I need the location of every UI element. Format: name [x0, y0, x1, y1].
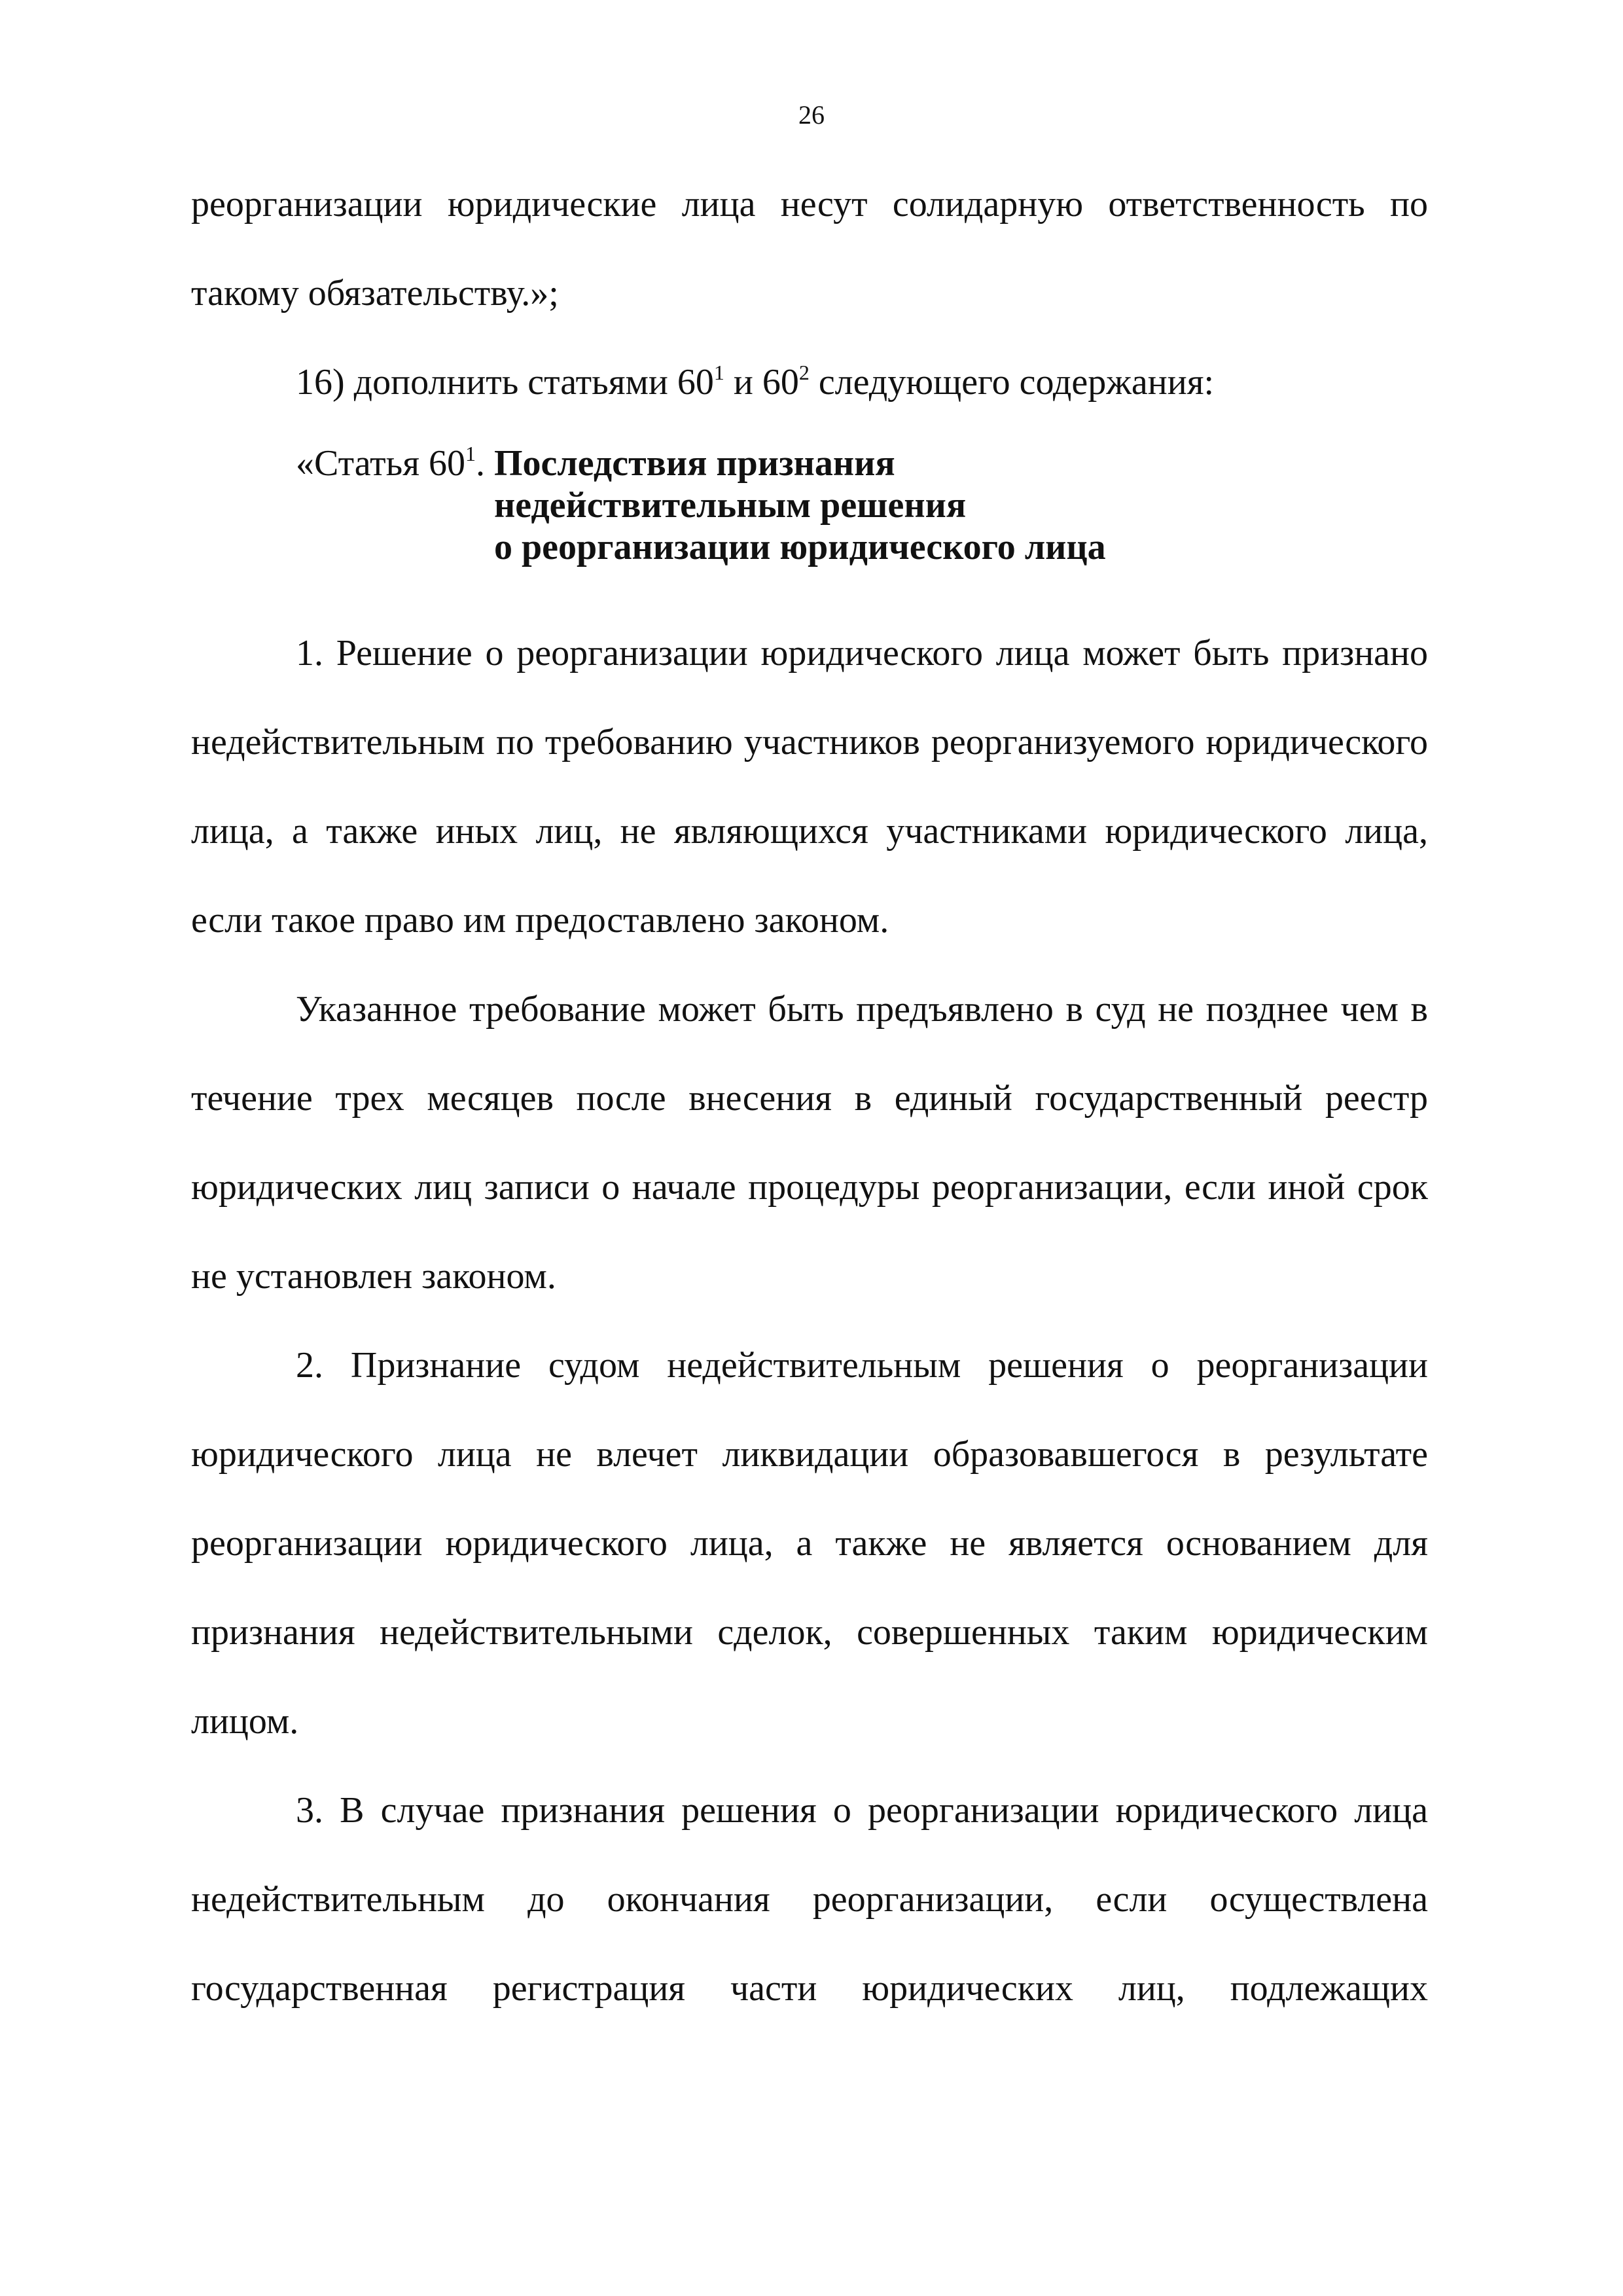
article-title-line-2: недействительным решения	[493, 485, 967, 526]
page-number: 26	[798, 100, 825, 130]
paragraph-3: 2. Признание судом недействительным решения о реорганизации юридического лица не влечет ликвидации образовавшегося в результате реорганизации юридического лица, а также не является основанием для признания недействительными сделок, совершенных таким юридическим лицом.	[191, 1345, 1428, 1742]
article-prefix-text: «Статья 60	[296, 443, 465, 484]
paragraph-1: 1. Решение о реорганизации юридического лица может быть признано недействительным по требованию участников реорганизуемого юридического лица, а также иных лиц, не являющихся участниками юридического лица, если такое право им предоставлено законом.	[191, 633, 1428, 941]
amendment-text	[191, 338, 1428, 427]
article-body	[191, 609, 1428, 2033]
intro-line-1: реорганизации юридические лица несут солидарную ответственность по	[191, 184, 1428, 224]
paragraph-2: Указанное требование может быть предъявлено в суд не позднее чем в течение трех месяцев после внесения в единый государственный реестр юридических лиц записи о начале процедуры реорганизации, если иной срок не установлен законом.	[191, 989, 1428, 1297]
article-heading	[296, 442, 1106, 568]
article-title-line-1: Последствия признания	[493, 443, 895, 484]
article-title	[494, 442, 1106, 568]
paragraph-4: 3. В случае признания решения о реорганизации юридического лица недействительным до окончания реорганизации, если осуществлена государственная регистрация части юридических лиц, подлежащих	[191, 1790, 1428, 2009]
amendment-text-before: 16) дополнить статьями 60	[296, 362, 714, 403]
amendment-sup-1: 1	[713, 361, 724, 384]
article-title-line-3: о реорганизации юридического лица	[493, 527, 1106, 567]
amendment-text-middle: и 60	[724, 362, 799, 403]
article-prefix-sup: 1	[465, 442, 476, 465]
intro-line-2: такому обязательству.»;	[191, 273, 559, 314]
amendment-text-after: следующего содержания:	[809, 362, 1215, 403]
amendment-sup-2: 2	[798, 361, 810, 384]
article-prefix	[296, 442, 494, 484]
amendment-line	[191, 338, 1428, 427]
intro-block	[191, 160, 1428, 338]
article-prefix-dot: .	[475, 443, 494, 484]
